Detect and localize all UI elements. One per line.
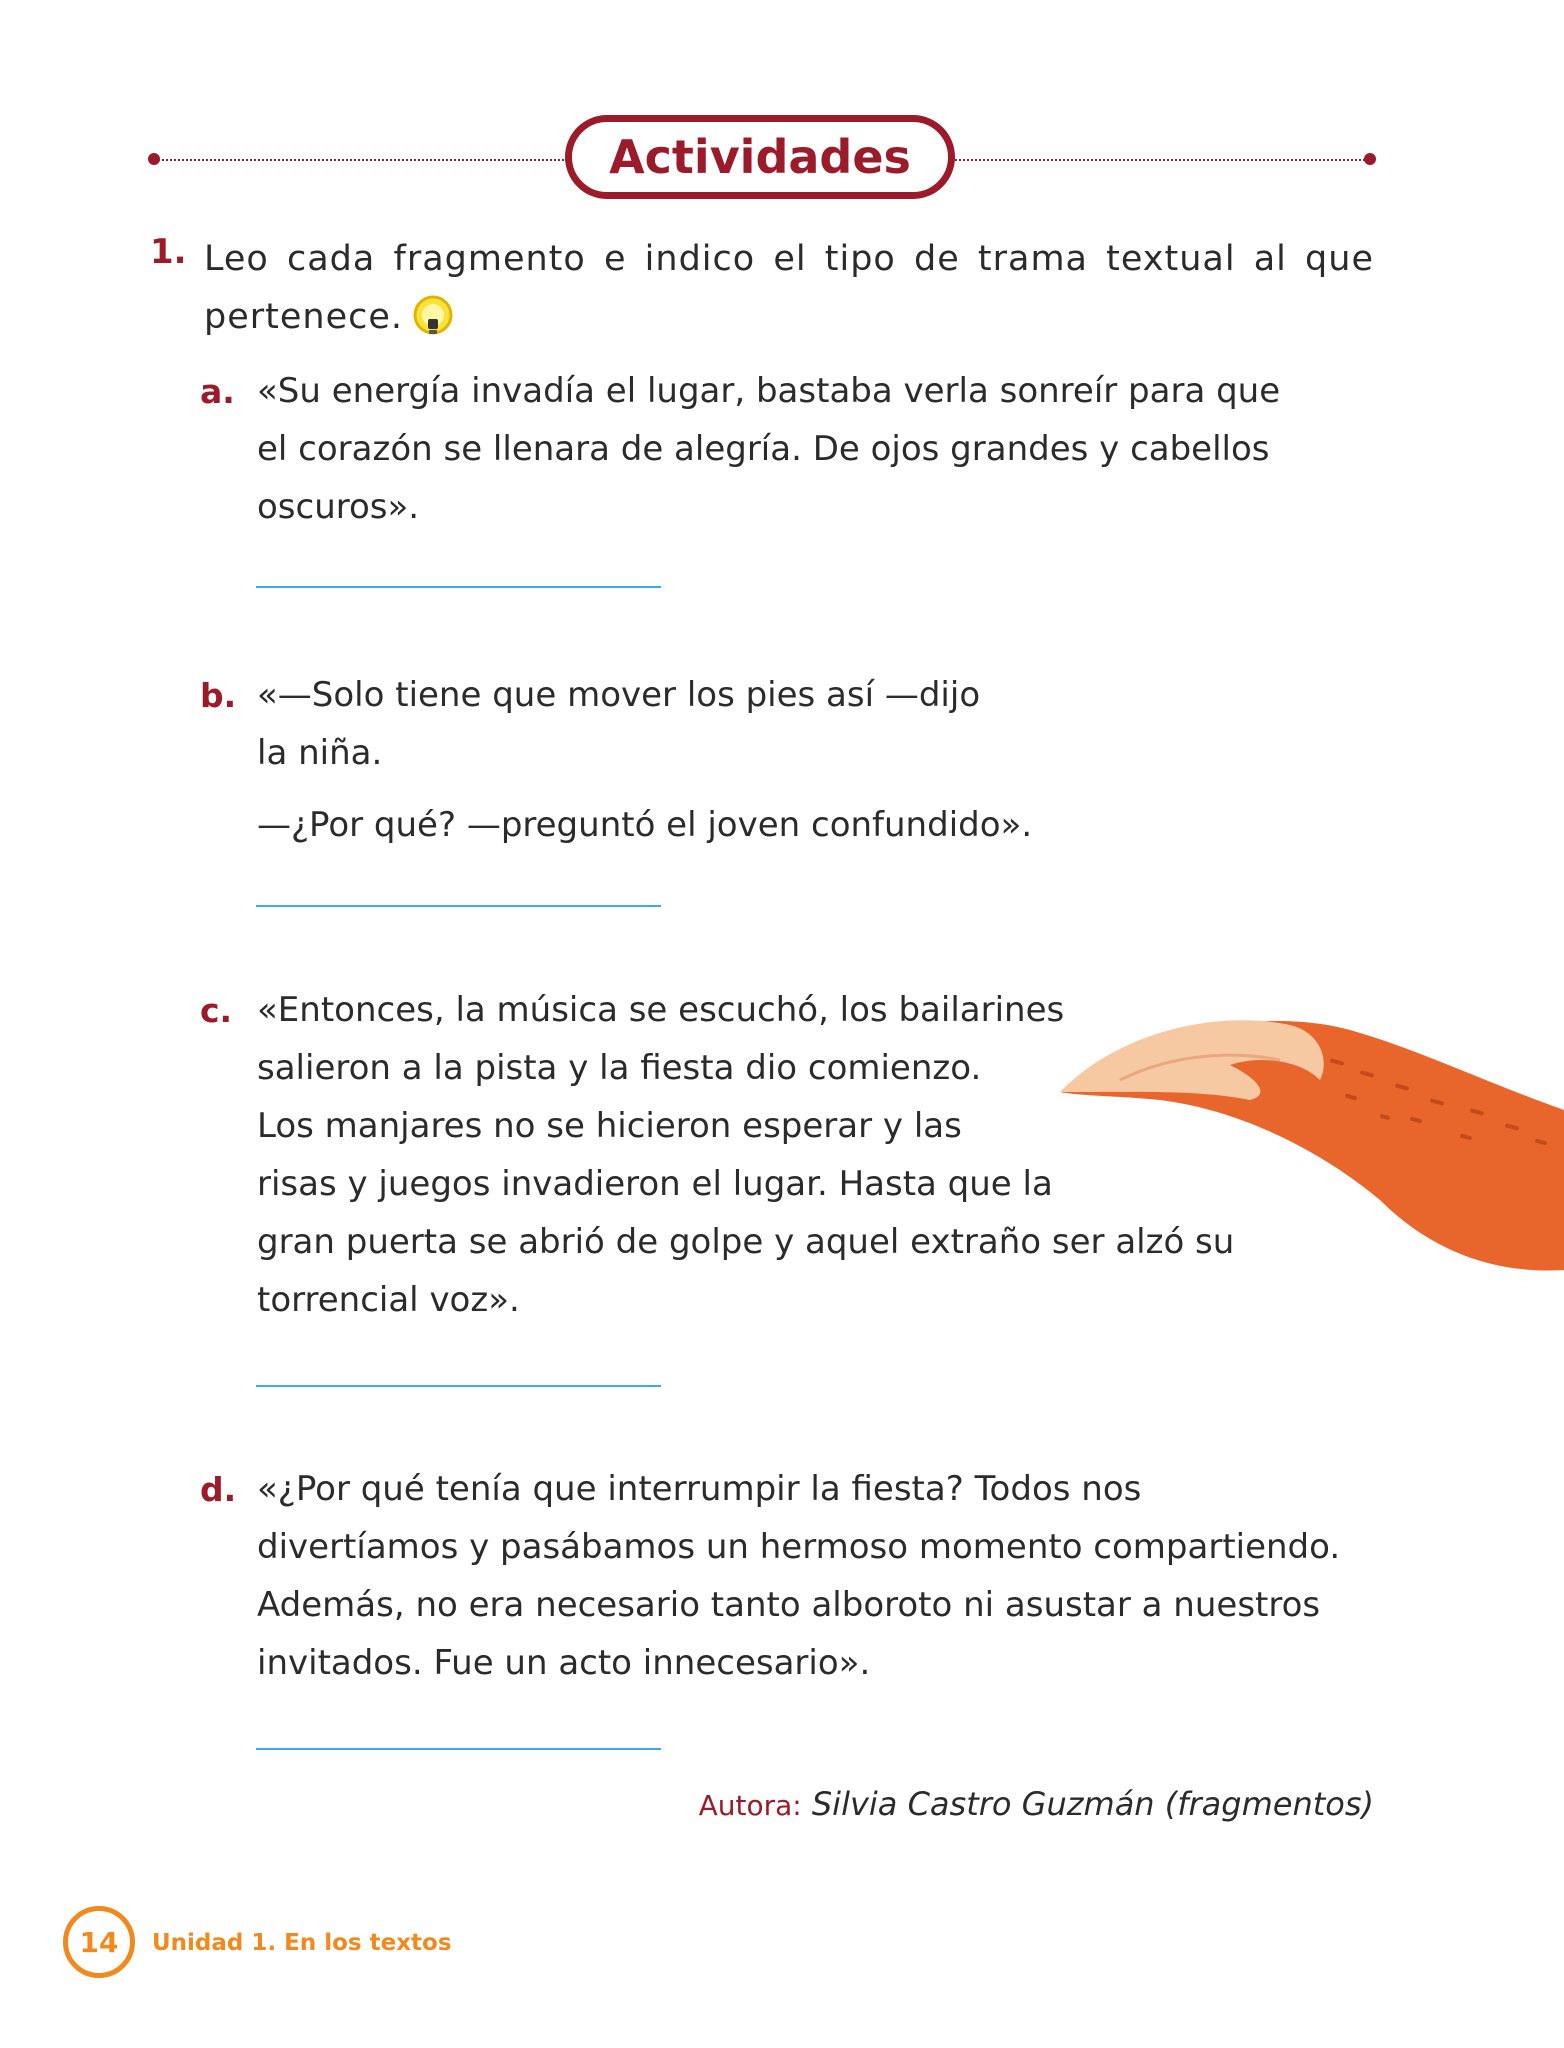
- item-d-fragment: [257, 1460, 1340, 1692]
- question-prompt: Leo cada fragmento e indico el tipo de trama textual al que pertenece.: [204, 239, 1374, 337]
- fragment-line: «¿Por qué tenía que interrumpir la fiesta? Todos nos: [257, 1469, 1142, 1509]
- fragment-line: oscuros».: [257, 487, 420, 527]
- question-text: [204, 230, 1374, 346]
- header-dot-right: [1364, 153, 1376, 165]
- page-number: 14: [63, 1906, 135, 1978]
- fragment-line: divertíamos y pasábamos un hermoso momento compartiendo.: [257, 1527, 1341, 1567]
- fragment-line: gran puerta se abrió de golpe y aquel extraño ser alzó su: [257, 1222, 1235, 1262]
- fragment-line: el corazón se llenara de alegría. De ojos grandes y cabellos: [257, 429, 1270, 469]
- fragment-line: torrencial voz».: [257, 1280, 520, 1320]
- author-name: Silvia Castro Guzmán (fragmentos): [811, 1785, 1374, 1823]
- item-c-answer-line[interactable]: [256, 1385, 661, 1387]
- item-b-answer-line[interactable]: [256, 905, 661, 907]
- header-dotted-line-left: [155, 159, 567, 161]
- item-c-fragment: [257, 981, 1234, 1329]
- fragment-line: «—Solo tiene que mover los pies así —dijo: [257, 675, 981, 715]
- author-credit: [699, 1785, 1374, 1823]
- item-a-fragment: [257, 362, 1280, 536]
- section-title: Actividades: [565, 115, 955, 199]
- fragment-line: Además, no era necesario tanto alboroto ni asustar a nuestros: [257, 1585, 1321, 1625]
- fragment-line: —¿Por qué? —preguntó el joven confundido».: [257, 805, 1033, 845]
- fragment-line: «Entonces, la música se escuchó, los bailarines: [257, 990, 1065, 1030]
- fragment-line: risas y juegos invadieron el lugar. Hasta que la: [257, 1164, 1053, 1204]
- item-b-fragment: [257, 666, 1032, 854]
- lightbulb-icon: [411, 295, 455, 341]
- item-c-letter: c.: [200, 991, 233, 1030]
- fragment-line: invitados. Fue un acto innecesario».: [257, 1643, 871, 1683]
- item-b-letter: b.: [200, 676, 237, 715]
- item-d-answer-line[interactable]: [256, 1748, 661, 1750]
- header-dotted-line-right: [955, 159, 1369, 161]
- item-a-answer-line[interactable]: [256, 586, 661, 588]
- fragment-line: salieron a la pista y la fiesta dio comienzo.: [257, 1048, 982, 1088]
- unit-label: Unidad 1. En los textos: [152, 1930, 452, 1956]
- fragment-line: la niña.: [257, 733, 383, 773]
- item-d-letter: d.: [200, 1470, 237, 1509]
- question-number: 1.: [150, 232, 187, 272]
- author-label: Autora:: [698, 1789, 802, 1822]
- fragment-line: Los manjares no se hicieron esperar y las: [257, 1106, 962, 1146]
- fragment-line: «Su energía invadía el lugar, bastaba verla sonreír para que: [257, 371, 1281, 411]
- item-a-letter: a.: [200, 372, 235, 411]
